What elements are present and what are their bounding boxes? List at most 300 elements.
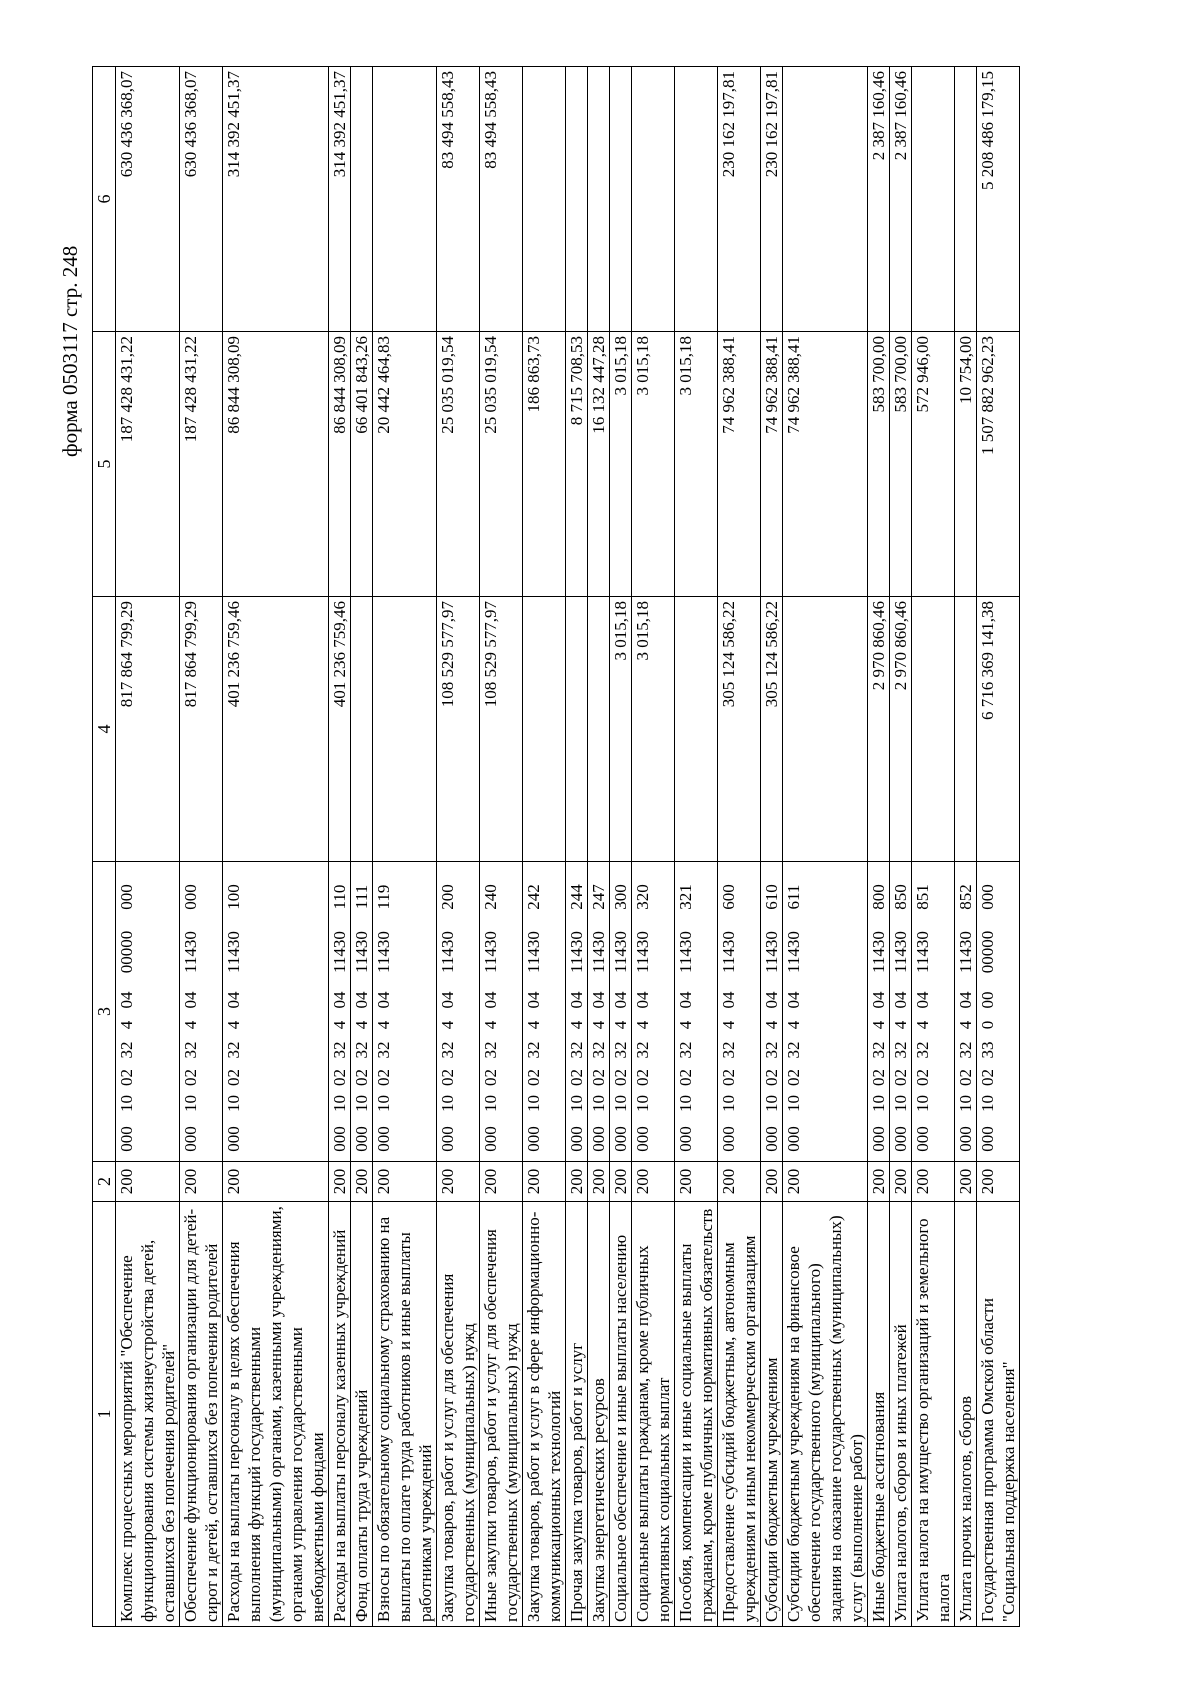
code-segment: 000: [117, 1126, 136, 1152]
row-name: Закупка товаров, работ и услуг в сфере информационно-коммуникационных технологий: [523, 1202, 566, 1627]
code-segment: 240: [481, 884, 500, 910]
code-segment: 10: [913, 1095, 932, 1112]
code-segment: 10: [633, 1095, 652, 1112]
code-segment: 32: [891, 1041, 910, 1059]
code-segment: 10: [869, 1095, 888, 1112]
code-segment: 11430: [181, 931, 200, 973]
code-segment: 4: [784, 1020, 803, 1030]
code-segment: 10: [784, 1095, 803, 1112]
code-segment: 04: [762, 991, 781, 1009]
column-header-3: 3: [93, 862, 116, 1162]
code-segment: 02: [676, 1069, 695, 1086]
code-segment: 02: [117, 1069, 136, 1086]
approved-amount: 2 970 860,46: [868, 597, 890, 862]
code-segment: 10: [352, 1095, 371, 1112]
code-segment: 11430: [374, 931, 393, 973]
code-segment: 04: [181, 991, 200, 1009]
code-segment: 10: [330, 1095, 349, 1112]
table-row: [351, 67, 373, 1627]
code-segment: 32: [719, 1041, 738, 1059]
code-segment: 11430: [352, 931, 371, 973]
approved-amount: 305 124 586,22: [761, 597, 783, 862]
code-segment: 04: [784, 991, 803, 1009]
code-segment: 02: [633, 1069, 652, 1086]
approved-amount: [566, 597, 588, 862]
unexecuted-amount: 83 494 558,43: [437, 67, 480, 332]
unexecuted-amount: 2 387 160,46: [868, 67, 890, 332]
code-segment: 00: [978, 991, 997, 1009]
code-segment: 32: [762, 1041, 781, 1059]
code-segment: 000: [891, 1126, 910, 1152]
approved-amount: 3 015,18: [632, 597, 675, 862]
code-segment: 4: [676, 1020, 695, 1030]
line-code: 200: [868, 1162, 890, 1202]
approved-amount: 108 529 577,97: [437, 597, 480, 862]
row-name: Комплекс процессных мероприятий "Обеспечение функционирования системы жизнеустройства детей, оставшихся без попечения родителей": [116, 1202, 180, 1627]
code-segment: 000: [181, 1126, 200, 1152]
code-segment: 000: [784, 1126, 803, 1152]
code-segment: 02: [224, 1069, 243, 1086]
code-segment: 32: [784, 1041, 803, 1059]
approved-amount: [783, 597, 868, 862]
code-segment: 32: [589, 1041, 608, 1059]
form-number-note: форма 0503117 стр. 248: [58, 245, 82, 457]
code-segment: 4: [611, 1020, 630, 1030]
code-segment: 02: [524, 1069, 543, 1086]
code-segment: 02: [611, 1069, 630, 1086]
table-row: [955, 67, 977, 1627]
code-segment: 4: [589, 1020, 608, 1030]
unexecuted-amount: [588, 67, 610, 332]
classification-code: [718, 862, 761, 1162]
code-segment: 02: [784, 1069, 803, 1086]
classification-code: [783, 862, 868, 1162]
code-segment: 04: [676, 991, 695, 1009]
code-segment: 000: [374, 1126, 393, 1152]
code-segment: 04: [352, 991, 371, 1009]
code-segment: 04: [633, 991, 652, 1009]
line-code: 200: [675, 1162, 718, 1202]
line-code: 200: [890, 1162, 912, 1202]
unexecuted-amount: 314 392 451,37: [223, 67, 329, 332]
table-row: [180, 67, 223, 1627]
table-row: [761, 67, 783, 1627]
executed-amount: 86 844 308,09: [329, 332, 351, 597]
code-segment: 11430: [676, 931, 695, 973]
classification-code: [610, 862, 632, 1162]
code-segment: 10: [438, 1095, 457, 1112]
code-segment: 11430: [567, 931, 586, 973]
code-segment: 32: [181, 1041, 200, 1059]
line-code: 200: [566, 1162, 588, 1202]
row-name: Расходы на выплаты персоналу казенных учреждений: [329, 1202, 351, 1627]
unexecuted-amount: [610, 67, 632, 332]
code-segment: 32: [224, 1041, 243, 1059]
line-code: 200: [180, 1162, 223, 1202]
code-segment: 000: [869, 1126, 888, 1152]
approved-amount: [351, 597, 373, 862]
code-segment: 111: [352, 884, 371, 910]
executed-amount: 583 700,00: [890, 332, 912, 597]
approved-amount: 817 864 799,29: [180, 597, 223, 862]
code-segment: 02: [374, 1069, 393, 1086]
code-segment: 02: [978, 1069, 997, 1086]
row-name: Субсидии бюджетным учреждениям на финансовое обеспечение государственного (муниципального) задания на оказание государственных (муниципальных) услуг (выполнение работ): [783, 1202, 868, 1627]
approved-amount: 305 124 586,22: [718, 597, 761, 862]
row-name: Социальное обеспечение и иные выплаты населению: [610, 1202, 632, 1627]
code-segment: 02: [481, 1069, 500, 1086]
code-segment: 04: [374, 991, 393, 1009]
code-segment: 000: [352, 1126, 371, 1152]
code-segment: 000: [481, 1126, 500, 1152]
column-header-1: 1: [93, 1202, 116, 1627]
table-row: [977, 67, 1020, 1627]
code-segment: 04: [524, 991, 543, 1009]
unexecuted-amount: 630 436 368,07: [180, 67, 223, 332]
table-row: [588, 67, 610, 1627]
code-segment: 10: [524, 1095, 543, 1112]
code-segment: 10: [181, 1095, 200, 1112]
code-segment: 242: [524, 884, 543, 910]
row-name: Иные бюджетные ассигнования: [868, 1202, 890, 1627]
table-row: [116, 67, 180, 1627]
line-code: 200: [329, 1162, 351, 1202]
code-segment: 32: [869, 1041, 888, 1059]
code-segment: 320: [633, 884, 652, 910]
code-segment: 11430: [869, 931, 888, 973]
code-segment: 02: [567, 1069, 586, 1086]
code-segment: 10: [481, 1095, 500, 1112]
code-segment: 4: [869, 1020, 888, 1030]
code-segment: 4: [567, 1020, 586, 1030]
classification-code: [588, 862, 610, 1162]
line-code: 200: [977, 1162, 1020, 1202]
code-segment: 4: [762, 1020, 781, 1030]
executed-amount: 74 962 388,41: [718, 332, 761, 597]
code-segment: 850: [891, 884, 910, 910]
executed-amount: 3 015,18: [675, 332, 718, 597]
code-segment: 10: [719, 1095, 738, 1112]
code-segment: 300: [611, 884, 630, 910]
table-row: [437, 67, 480, 1627]
code-segment: 02: [438, 1069, 457, 1086]
executed-amount: 20 442 464,83: [373, 332, 437, 597]
line-code: 200: [632, 1162, 675, 1202]
unexecuted-amount: 2 387 160,46: [890, 67, 912, 332]
line-code: 200: [223, 1162, 329, 1202]
budget-execution-table: [92, 66, 1020, 1627]
code-segment: 200: [438, 884, 457, 910]
approved-amount: [373, 597, 437, 862]
row-name: Фонд оплаты труда учреждений: [351, 1202, 373, 1627]
code-segment: 32: [524, 1041, 543, 1059]
code-segment: 110: [330, 884, 349, 910]
row-name: Уплата прочих налогов, сборов: [955, 1202, 977, 1627]
code-segment: 11430: [891, 931, 910, 973]
table-row: [223, 67, 329, 1627]
unexecuted-amount: 5 208 486 179,15: [977, 67, 1020, 332]
code-segment: 119: [374, 884, 393, 910]
code-segment: 04: [956, 991, 975, 1009]
code-segment: 32: [567, 1041, 586, 1059]
code-segment: 4: [719, 1020, 738, 1030]
code-segment: 4: [633, 1020, 652, 1030]
code-segment: 600: [719, 884, 738, 910]
code-segment: 4: [224, 1020, 243, 1030]
row-name: Субсидии бюджетным учреждениям: [761, 1202, 783, 1627]
code-segment: 10: [117, 1095, 136, 1112]
approved-amount: 401 236 759,46: [329, 597, 351, 862]
approved-amount: 2 970 860,46: [890, 597, 912, 862]
row-name: Пособия, компенсации и иные социальные выплаты гражданам, кроме публичных нормативных обязательств: [675, 1202, 718, 1627]
code-segment: 10: [978, 1095, 997, 1112]
classification-code: [116, 862, 180, 1162]
approved-amount: [955, 597, 977, 862]
classification-code: [890, 862, 912, 1162]
executed-amount: 1 507 882 962,23: [977, 332, 1020, 597]
code-segment: 000: [438, 1126, 457, 1152]
code-segment: 000: [633, 1126, 652, 1152]
classification-code: [329, 862, 351, 1162]
line-code: 200: [955, 1162, 977, 1202]
code-segment: 11430: [719, 931, 738, 973]
unexecuted-amount: [675, 67, 718, 332]
row-name: Уплата налога на имущество организаций и земельного налога: [912, 1202, 955, 1627]
line-code: 200: [610, 1162, 632, 1202]
classification-code: [566, 862, 588, 1162]
line-code: 200: [116, 1162, 180, 1202]
code-segment: 00000: [978, 930, 997, 974]
executed-amount: 74 962 388,41: [783, 332, 868, 597]
code-segment: 11430: [913, 931, 932, 973]
table-row: [783, 67, 868, 1627]
line-code: 200: [373, 1162, 437, 1202]
unexecuted-amount: [566, 67, 588, 332]
code-segment: 000: [913, 1126, 932, 1152]
code-segment: 33: [978, 1041, 997, 1059]
column-number-row: [93, 67, 116, 1627]
classification-code: [437, 862, 480, 1162]
classification-code: [373, 862, 437, 1162]
code-segment: 851: [913, 884, 932, 910]
code-segment: 10: [676, 1095, 695, 1112]
executed-amount: 187 428 431,22: [180, 332, 223, 597]
code-segment: 32: [330, 1041, 349, 1059]
column-header-6: 6: [93, 67, 116, 332]
approved-amount: [588, 597, 610, 862]
executed-amount: 3 015,18: [632, 332, 675, 597]
code-segment: 11430: [762, 931, 781, 973]
table-row: [523, 67, 566, 1627]
code-segment: 32: [611, 1041, 630, 1059]
executed-amount: 74 962 388,41: [761, 332, 783, 597]
code-segment: 04: [719, 991, 738, 1009]
row-name: Закупка энергетических ресурсов: [588, 1202, 610, 1627]
code-segment: 02: [891, 1069, 910, 1086]
code-segment: 4: [956, 1020, 975, 1030]
code-segment: 11430: [956, 931, 975, 973]
unexecuted-amount: 630 436 368,07: [116, 67, 180, 332]
classification-code: [523, 862, 566, 1162]
code-segment: 10: [762, 1095, 781, 1112]
code-segment: 32: [438, 1041, 457, 1059]
unexecuted-amount: 314 392 451,37: [329, 67, 351, 332]
code-segment: 04: [567, 991, 586, 1009]
code-segment: 04: [869, 991, 888, 1009]
executed-amount: 572 946,00: [912, 332, 955, 597]
code-segment: 4: [117, 1020, 136, 1030]
code-segment: 11430: [633, 931, 652, 973]
executed-amount: 186 863,73: [523, 332, 566, 597]
code-segment: 000: [330, 1126, 349, 1152]
line-code: 200: [588, 1162, 610, 1202]
unexecuted-amount: [912, 67, 955, 332]
code-segment: 02: [869, 1069, 888, 1086]
approved-amount: 401 236 759,46: [223, 597, 329, 862]
code-segment: 32: [117, 1041, 136, 1059]
approved-amount: 817 864 799,29: [116, 597, 180, 862]
code-segment: 10: [567, 1095, 586, 1112]
code-segment: 10: [374, 1095, 393, 1112]
code-segment: 11430: [784, 931, 803, 973]
classification-code: [761, 862, 783, 1162]
approved-amount: [912, 597, 955, 862]
unexecuted-amount: [955, 67, 977, 332]
executed-amount: 86 844 308,09: [223, 332, 329, 597]
unexecuted-amount: 83 494 558,43: [480, 67, 523, 332]
unexecuted-amount: [783, 67, 868, 332]
code-segment: 000: [978, 884, 997, 910]
table-row: [480, 67, 523, 1627]
table-row: [868, 67, 890, 1627]
table-row: [890, 67, 912, 1627]
code-segment: 4: [374, 1020, 393, 1030]
classification-code: [912, 862, 955, 1162]
line-code: 200: [761, 1162, 783, 1202]
code-segment: 611: [784, 884, 803, 910]
code-segment: 4: [913, 1020, 932, 1030]
classification-code: [977, 862, 1020, 1162]
code-segment: 321: [676, 884, 695, 910]
executed-amount: 583 700,00: [868, 332, 890, 597]
executed-amount: 66 401 843,26: [351, 332, 373, 597]
unexecuted-amount: 230 162 197,81: [761, 67, 783, 332]
line-code: 200: [351, 1162, 373, 1202]
approved-amount: 6 716 369 141,38: [977, 597, 1020, 862]
code-segment: 04: [438, 991, 457, 1009]
approved-amount: [523, 597, 566, 862]
classification-code: [955, 862, 977, 1162]
code-segment: 10: [891, 1095, 910, 1112]
code-segment: 000: [224, 1126, 243, 1152]
unexecuted-amount: [351, 67, 373, 332]
line-code: 200: [783, 1162, 868, 1202]
executed-amount: 8 715 708,53: [566, 332, 588, 597]
code-segment: 000: [956, 1126, 975, 1152]
code-segment: 000: [978, 1126, 997, 1152]
unexecuted-amount: [523, 67, 566, 332]
code-segment: 11430: [611, 931, 630, 973]
code-segment: 4: [438, 1020, 457, 1030]
column-header-4: 4: [93, 597, 116, 862]
classification-code: [351, 862, 373, 1162]
code-segment: 04: [891, 991, 910, 1009]
row-name: Прочая закупка товаров, работ и услуг: [566, 1202, 588, 1627]
code-segment: 04: [913, 991, 932, 1009]
code-segment: 100: [224, 884, 243, 910]
executed-amount: 25 035 019,54: [480, 332, 523, 597]
row-name: Обеспечение функционирования организации для детей-сирот и детей, оставшихся без попечения родителей: [180, 1202, 223, 1627]
table-row: [566, 67, 588, 1627]
row-name: Уплата налогов, сборов и иных платежей: [890, 1202, 912, 1627]
executed-amount: 10 754,00: [955, 332, 977, 597]
code-segment: 000: [762, 1126, 781, 1152]
executed-amount: 16 132 447,28: [588, 332, 610, 597]
code-segment: 11430: [330, 931, 349, 973]
code-segment: 4: [891, 1020, 910, 1030]
code-segment: 4: [524, 1020, 543, 1030]
code-segment: 32: [956, 1041, 975, 1059]
executed-amount: 187 428 431,22: [116, 332, 180, 597]
table-row: [610, 67, 632, 1627]
code-segment: 852: [956, 884, 975, 910]
table-row: [632, 67, 675, 1627]
row-name: Расходы на выплаты персоналу в целях обеспечения выполнения функций государственными (муниципальными) органами, казенными учреждениями, органами управления государственными внебюджетными фондами: [223, 1202, 329, 1627]
code-segment: 04: [117, 991, 136, 1009]
code-segment: 4: [330, 1020, 349, 1030]
classification-code: [632, 862, 675, 1162]
code-segment: 04: [224, 991, 243, 1009]
code-segment: 610: [762, 884, 781, 910]
code-segment: 000: [567, 1126, 586, 1152]
classification-code: [223, 862, 329, 1162]
code-segment: 11430: [589, 931, 608, 973]
code-segment: 04: [481, 991, 500, 1009]
line-code: 200: [523, 1162, 566, 1202]
code-segment: 32: [481, 1041, 500, 1059]
code-segment: 04: [330, 991, 349, 1009]
code-segment: 32: [374, 1041, 393, 1059]
code-segment: 02: [913, 1069, 932, 1086]
code-segment: 11430: [438, 931, 457, 973]
code-segment: 000: [589, 1126, 608, 1152]
code-segment: 247: [589, 884, 608, 910]
code-segment: 02: [719, 1069, 738, 1086]
code-segment: 32: [633, 1041, 652, 1059]
code-segment: 0: [978, 1020, 997, 1030]
code-segment: 11430: [481, 931, 500, 973]
code-segment: 800: [869, 884, 888, 910]
table-row: [912, 67, 955, 1627]
code-segment: 02: [589, 1069, 608, 1086]
code-segment: 32: [676, 1041, 695, 1059]
code-segment: 00000: [117, 930, 136, 974]
classification-code: [180, 862, 223, 1162]
table-row: [718, 67, 761, 1627]
approved-amount: 108 529 577,97: [480, 597, 523, 862]
approved-amount: 3 015,18: [610, 597, 632, 862]
row-name: Государственная программа Омской области "Социальная поддержка населения": [977, 1202, 1020, 1627]
table-row: [373, 67, 437, 1627]
code-segment: 02: [330, 1069, 349, 1086]
line-code: 200: [718, 1162, 761, 1202]
unexecuted-amount: 230 162 197,81: [718, 67, 761, 332]
approved-amount: [675, 597, 718, 862]
code-segment: 32: [352, 1041, 371, 1059]
code-segment: 02: [762, 1069, 781, 1086]
code-segment: 000: [524, 1126, 543, 1152]
classification-code: [480, 862, 523, 1162]
